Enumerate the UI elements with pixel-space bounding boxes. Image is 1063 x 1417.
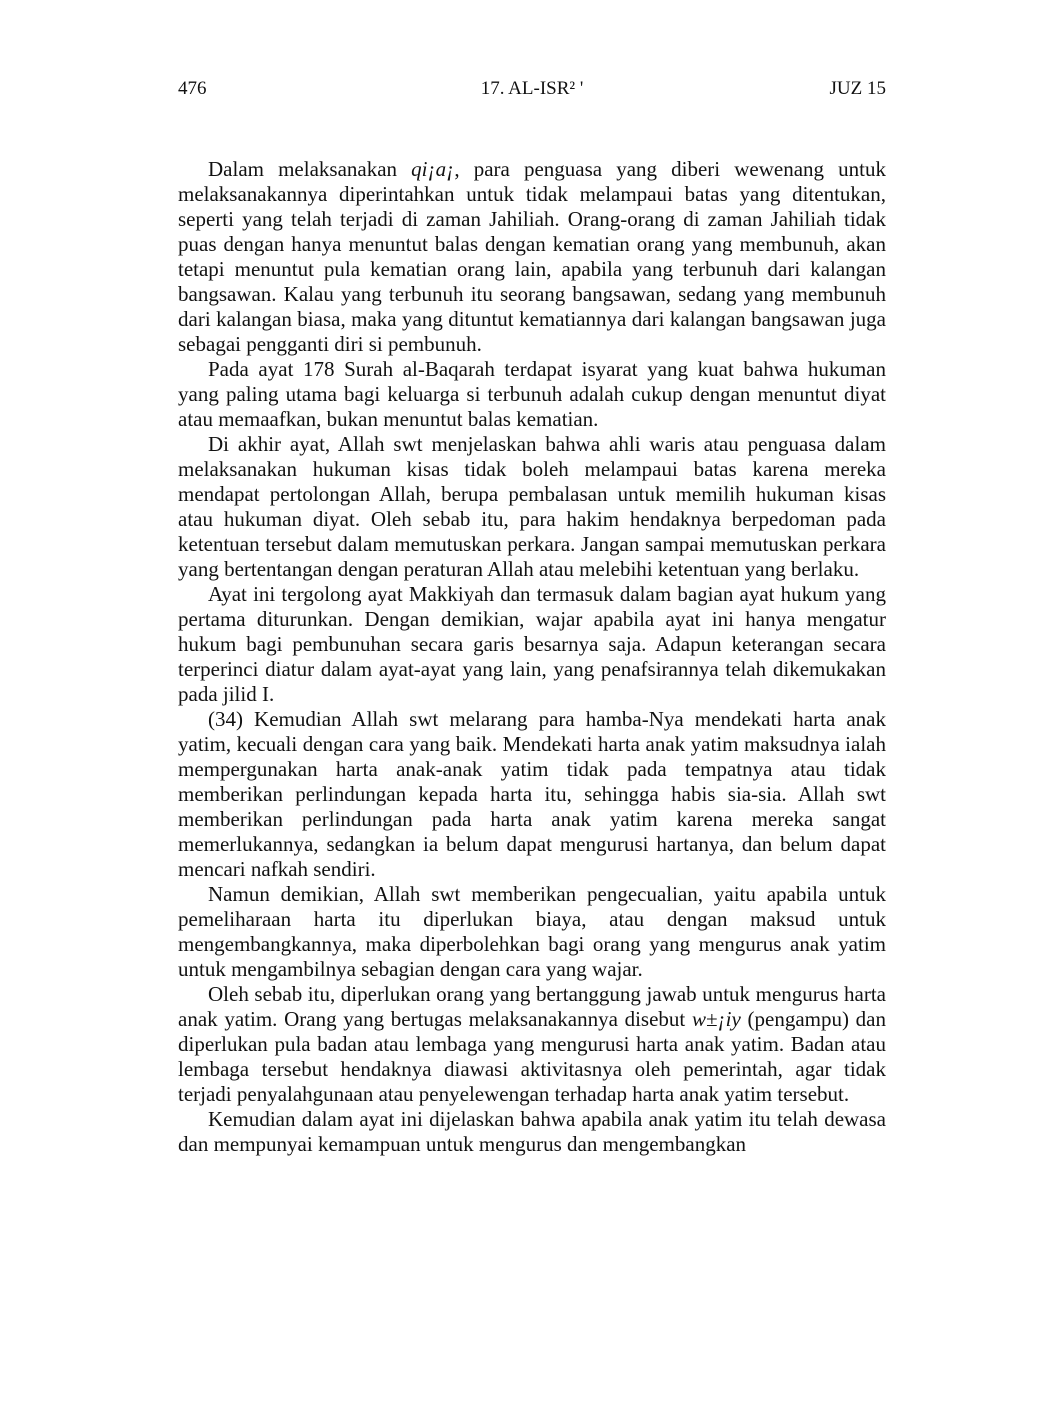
paragraph — [178, 432, 886, 582]
paragraph-text: (pengampu) dan diperlukan pula badan atau lembaga yang mengurusi harta anak yatim. Badan atau lembaga tersebut hendaknya diawasi aktivitasnya oleh pemerintah, agar tidak terjadi penyalahgunaan atau penyelewengan terhadap harta anak yatim tersebut. — [178, 1007, 886, 1106]
paragraph-text: Kemudian dalam ayat ini dijelaskan bahwa apabila anak yatim itu telah dewasa dan mempunyai kemampuan untuk mengurus dan mengembangkan — [178, 1107, 886, 1156]
paragraph-text: Di akhir ayat, Allah swt menjelaskan bahwa ahli waris atau penguasa dalam melaksanakan hukuman kisas tidak boleh melampaui batas karena mereka mendapat pertolongan Allah, berupa pembalasan untuk memilih hukuman kisas atau hukuman diyat. Oleh sebab itu, para hakim hendaknya berpedoman pada ketentuan tersebut dalam memutuskan perkara. Jangan sampai memutuskan perkara yang bertentangan dengan peraturan Allah atau melebihi ketentuan yang berlaku. — [178, 432, 886, 581]
paragraph-text: Oleh sebab itu, diperlukan orang yang bertanggung jawab untuk mengurus harta anak yatim. Orang yang bertugas melaksanakannya disebut — [178, 982, 886, 1031]
paragraph — [178, 157, 886, 357]
paragraph-text: Pada ayat 178 Surah al-Baqarah terdapat isyarat yang kuat bahwa hukuman yang paling utama bagi keluarga si terbunuh adalah cukup dengan menuntut diyat atau memaafkan, bukan menuntut balas kematian. — [178, 357, 886, 431]
paragraph-text: Dalam melaksanakan — [208, 157, 412, 181]
paragraph — [178, 982, 886, 1107]
juz-label: JUZ 15 — [829, 78, 886, 99]
page-number: 476 — [178, 78, 207, 99]
italic-term: w±¡iy — [691, 1007, 741, 1031]
paragraph-text: (34) Kemudian Allah swt melarang para hamba-Nya mendekati harta anak yatim, kecuali dengan cara yang baik. Mendekati harta anak yatim maksudnya ialah mempergunakan harta anak-anak yatim tidak pada tempatnya atau tidak memberikan perlindungan kepada harta itu, sehingga habis sia-sia. Allah swt memberikan perlindungan pada harta anak yatim karena mereka sangat memerlukannya, sedangkan ia belum dapat mengurusi hartanya, dan belum dapat mencari nafkah sendiri. — [178, 707, 886, 881]
paragraph — [178, 707, 886, 882]
chapter-title: 17. AL-ISR² ' — [480, 78, 584, 99]
body-text — [178, 157, 886, 1157]
paragraph — [178, 882, 886, 982]
paragraph — [178, 357, 886, 432]
paragraph — [178, 582, 886, 707]
italic-term: qi¡a¡ — [411, 157, 455, 181]
paragraph-text: , para penguasa yang diberi wewenang untuk melaksanakannya diperintahkan untuk tidak melampaui batas yang ditentukan, seperti yang telah terjadi di zaman Jahiliah. Orang-orang di zaman Jahiliah tidak puas dengan hanya menuntut balas dengan kematian orang yang membunuh, akan tetapi menuntut pula kematian orang lain, apabila yang terbunuh dari kalangan bangsawan. Kalau yang terbunuh itu seorang bangsawan, sedang yang membunuh dari kalangan biasa, maka yang dituntut kematiannya dari kalangan bangsawan juga sebagai pengganti diri si pembunuh. — [178, 157, 886, 356]
running-header — [178, 76, 886, 102]
paragraph-text: Ayat ini tergolong ayat Makkiyah dan termasuk dalam bagian ayat hukum yang pertama diturunkan. Dengan demikian, wajar apabila ayat ini hanya mengatur hukum bagi pembunuhan secara garis besarnya saja. Adapun keterangan secara terperinci diatur dalam ayat-ayat yang lain, yang penafsirannya telah dikemukakan pada jilid I. — [178, 582, 886, 706]
paragraph-text: Namun demikian, Allah swt memberikan pengecualian, yaitu apabila untuk pemeliharaan harta itu diperlukan biaya, atau dengan maksud untuk mengembangkannya, maka diperbolehkan bagi orang yang mengurus anak yatim untuk mengambilnya sebagian dengan cara yang wajar. — [178, 882, 886, 981]
paragraph — [178, 1107, 886, 1157]
